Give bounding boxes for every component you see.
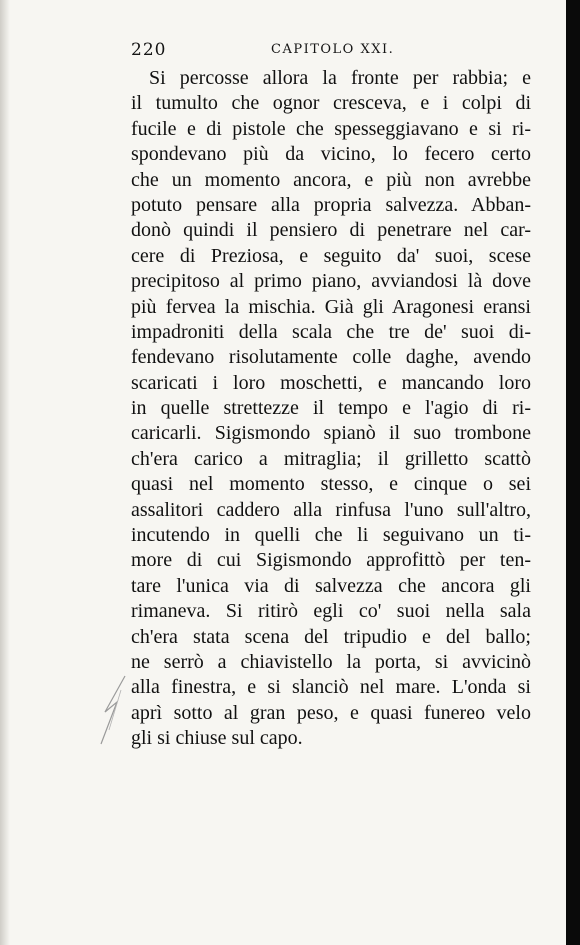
text-line: impadroniti della scala che tre de' suoi di-	[131, 320, 531, 343]
text-line: potuto pensare alla propria salvezza. Abban-	[131, 193, 531, 216]
gutter-shadow	[0, 0, 10, 945]
text-line: ch'era stata scena del tripudio e del ballo;	[131, 625, 531, 648]
text-line: più fervea la mischia. Già gli Aragonesi eransi	[131, 295, 531, 318]
text-line: more di cui Sigismondo approfittò per ten-	[131, 549, 531, 572]
text-line: cere di Preziosa, e seguito da' suoi, scese	[131, 244, 531, 267]
text-line: donò quindi il pensiero di penetrare nel car-	[131, 219, 531, 242]
text-line: incutendo in quelli che li seguivano un ti-	[131, 524, 531, 547]
text-line: in quelle strettezze il tempo e l'agio di ri-	[131, 397, 531, 420]
margin-pencil-mark	[95, 672, 135, 752]
scan-border	[566, 0, 580, 945]
text-line: il tumulto che ognor cresceva, e i colpi di	[131, 92, 531, 115]
text-line: fendevano risolutamente colle daghe, avendo	[131, 346, 531, 369]
text-line: aprì sotto al gran peso, e quasi funereo velo	[131, 701, 531, 724]
text-line: rimaneva. Si ritirò egli co' suoi nella sala	[131, 600, 531, 623]
text-line: scaricati i loro moschetti, e mancando loro	[131, 371, 531, 394]
text-line: quasi nel momento stesso, e cinque o sei	[131, 473, 531, 496]
text-line: alla finestra, e si slanciò nel mare. L'onda si	[131, 676, 531, 699]
text-line: assalitori caddero alla rinfusa l'uno sull'altro,	[131, 498, 531, 521]
body-text	[131, 66, 531, 752]
text-line: Si percosse allora la fronte per rabbia; e	[149, 67, 531, 89]
text-line: ch'era carico a mitraglia; il grilletto scattò	[131, 447, 531, 470]
text-line: caricarli. Sigismondo spianò il suo trombone	[131, 422, 531, 445]
text-line: gli si chiuse sul capo.	[131, 727, 303, 750]
text-line: ne serrò a chiavistello la porta, si avvicinò	[131, 650, 531, 673]
page-number: 220	[131, 40, 167, 60]
running-head	[131, 40, 531, 62]
text-line: che un momento ancora, e più non avrebbe	[131, 168, 531, 191]
chapter-title: CAPITOLO XXI.	[271, 42, 395, 57]
text-line: fucile e di pistole che spesseggiavano e si ri-	[131, 117, 531, 140]
text-line: precipitoso al primo piano, avviandosi là dove	[131, 270, 531, 293]
text-line: tare l'unica via di salvezza che ancora gli	[131, 574, 531, 597]
text-line: spondevano più da vicino, lo fecero certo	[131, 143, 531, 166]
